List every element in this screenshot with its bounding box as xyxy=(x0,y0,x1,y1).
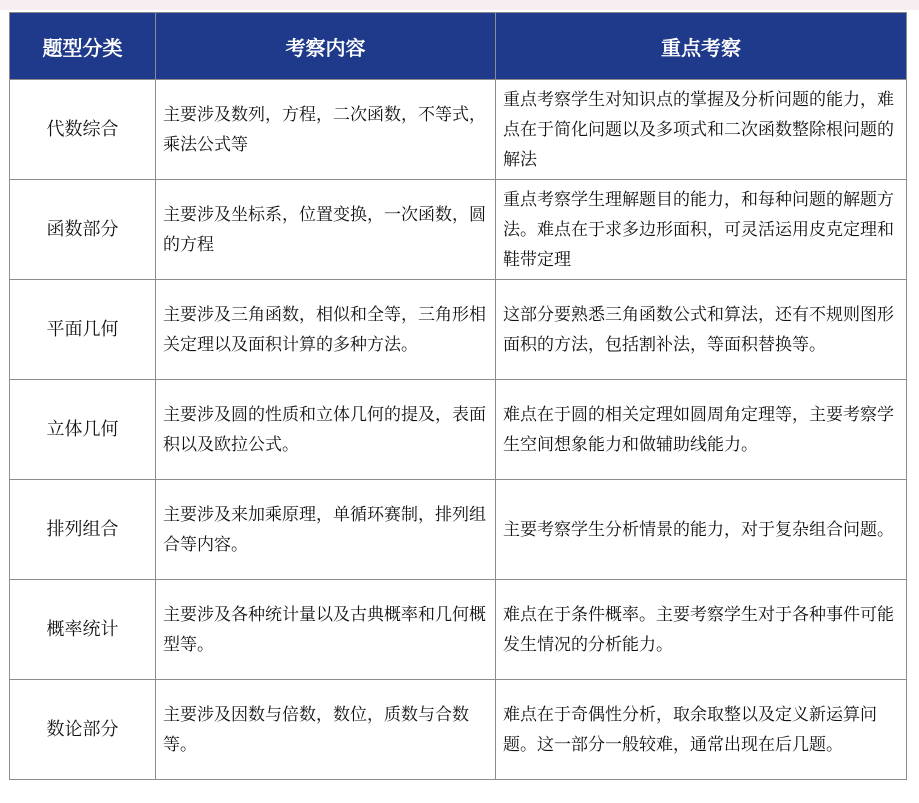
row-content-cell: 主要涉及来加乘原理，单循环赛制，排列组合等内容。 xyxy=(156,480,496,580)
row-type-cell: 立体几何 xyxy=(10,380,156,480)
table-row xyxy=(10,280,907,380)
row-type-cell: 数论部分 xyxy=(10,680,156,780)
row-content-cell: 主要涉及三角函数，相似和全等，三角形相关定理以及面积计算的多种方法。 xyxy=(156,280,496,380)
row-focus-cell: 重点考察学生对知识点的掌握及分析问题的能力，难点在于简化问题以及多项式和二次函数整除根问题的解法 xyxy=(496,80,907,180)
row-focus-cell: 重点考察学生理解题目的能力，和每种问题的解题方法。难点在于求多边形面积，可灵活运用皮克定理和鞋带定理 xyxy=(496,180,907,280)
row-content-cell: 主要涉及圆的性质和立体几何的提及，表面积以及欧拉公式。 xyxy=(156,380,496,480)
table-row xyxy=(10,680,907,780)
row-content-cell: 主要涉及因数与倍数，数位，质数与合数等。 xyxy=(156,680,496,780)
topic-table xyxy=(9,12,907,780)
header-focus: 重点考察 xyxy=(496,13,907,80)
row-content-cell: 主要涉及数列，方程，二次函数，不等式，乘法公式等 xyxy=(156,80,496,180)
header-content: 考察内容 xyxy=(156,13,496,80)
row-type-cell: 概率统计 xyxy=(10,580,156,680)
header-type: 题型分类 xyxy=(10,13,156,80)
row-focus-cell: 主要考察学生分析情景的能力，对于复杂组合问题。 xyxy=(496,480,907,580)
row-type-cell: 代数综合 xyxy=(10,80,156,180)
row-type-cell: 平面几何 xyxy=(10,280,156,380)
row-content-cell: 主要涉及坐标系，位置变换，一次函数，圆的方程 xyxy=(156,180,496,280)
table-row xyxy=(10,480,907,580)
table-row xyxy=(10,380,907,480)
row-focus-cell: 难点在于圆的相关定理如圆周角定理等，主要考察学生空间想象能力和做辅助线能力。 xyxy=(496,380,907,480)
row-focus-cell: 这部分要熟悉三角函数公式和算法，还有不规则图形面积的方法，包括割补法，等面积替换等。 xyxy=(496,280,907,380)
row-type-cell: 函数部分 xyxy=(10,180,156,280)
table-row xyxy=(10,580,907,680)
row-type-cell: 排列组合 xyxy=(10,480,156,580)
row-focus-cell: 难点在于奇偶性分析，取余取整以及定义新运算问题。这一部分一般较难，通常出现在后几题。 xyxy=(496,680,907,780)
header-row xyxy=(10,13,907,80)
top-strip xyxy=(0,0,919,10)
row-focus-cell: 难点在于条件概率。主要考察学生对于各种事件可能发生情况的分析能力。 xyxy=(496,580,907,680)
row-content-cell: 主要涉及各种统计量以及古典概率和几何概型等。 xyxy=(156,580,496,680)
table-row xyxy=(10,80,907,180)
table-row xyxy=(10,180,907,280)
